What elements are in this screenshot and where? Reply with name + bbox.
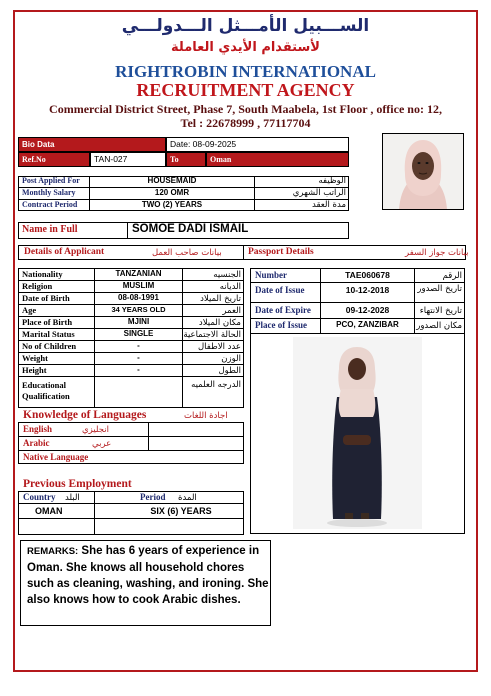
height-value: - [137,365,140,374]
education-ar: الدرجه العلميه [191,380,241,390]
dob-ar: تاريخ الميلاد [200,294,241,304]
period-label: Period [140,492,166,502]
monthly-salary-label: Monthly Salary [22,188,76,197]
country-label: Country [23,492,56,502]
height-ar: الطول [218,366,241,376]
agency-name: RIGHTROBIN INTERNATIONAL [115,62,376,81]
headshot-photo [382,133,464,210]
to-value: Oman [206,152,349,167]
marital-status-ar: الحالة الاجتماعية [183,330,241,340]
religion-value: MUSLIM [122,281,155,290]
passport-issue-label: Date of Issue [255,285,305,295]
agency-telephone: Tel : 22678999 , 77117704 [180,116,311,130]
monthly-salary-value: 120 OMR [154,188,190,197]
full-body-photo [293,337,422,529]
agency-subtitle: RECRUITMENT AGENCY [136,80,355,100]
languages-title: Knowledge of Languages [23,409,147,421]
passport-issue-ar: تاريخ الصدور [417,284,462,294]
ref-no-value: TAN-027 [90,152,166,167]
education-label: Educational Qualification [22,380,70,401]
remarks-label: REMARKS: [27,546,79,557]
arabic-agency-subtitle: لأستقدام الأيدي العاملة [171,40,320,55]
marital-status-label: Marital Status [22,329,75,339]
passport-details-label: Passport Details [248,247,314,257]
passport-expire-ar: تاريخ الانتهاء [419,306,462,316]
children-value: - [137,341,140,350]
passport-details-ar: بيانات جواز السفر [405,248,469,258]
dob-label: Date of Birth [22,293,70,303]
passport-place-ar: مكان الصدور [416,321,462,331]
weight-value: - [137,353,140,362]
ref-no-label: Ref.No [18,152,90,167]
contract-period-label: Contract Period [22,200,78,209]
name-label: Name in Full [22,224,78,235]
passport-place-label: Place of Issue [255,320,307,330]
passport-number-label: Number [255,270,287,280]
details-applicant-ar: بيانات صاحب العمل [152,248,222,258]
headshot-image [383,134,463,209]
height-label: Height [22,365,47,375]
arabic-ar: عربي [92,439,112,449]
period-ar: المدة [178,493,197,503]
place-of-birth-ar: مكان الميلاد [198,318,241,328]
monthly-salary-ar: الراتب الشهري [292,188,346,198]
age-label: Age [22,305,37,315]
remarks-text: She has 6 years of experience in Oman. She knows all household chores such as cleaning, washing, and ironing. She also knows how to cook Arabic dishes. [27,545,269,606]
contract-period-value: TWO (2) YEARS [141,200,203,209]
arabic-agency-name: الســـبيل الأمـــثل الـــدولـــي [121,16,370,36]
arabic-label: Arabic [23,438,50,448]
passport-number-ar: الرقم [442,271,462,281]
details-applicant-label: Details of Applicant [24,247,105,257]
marital-status-value: SINGLE [123,329,154,338]
passport-number-value: TAE060678 [345,270,390,280]
religion-label: Religion [22,281,53,291]
remarks-content [27,543,269,608]
employment-title: Previous Employment [23,478,132,490]
country-ar: البلد [65,493,80,503]
passport-expire-label: Date of Expire [255,305,311,315]
english-ar: انجليزي [82,425,109,435]
dob-value: 08-08-1991 [118,293,159,302]
native-language-label: Native Language [23,452,89,462]
post-applied-value: HOUSEMAID [147,176,197,185]
post-applied-ar: الوظيفه [318,176,346,186]
age-ar: العمر [222,306,241,316]
nationality-label: Nationality [22,269,63,279]
passport-place-value: PCO, ZANZIBAR [336,320,399,329]
passport-expire-value: 09-12-2028 [345,305,390,315]
religion-ar: الديانه [219,282,241,292]
place-of-birth-value: MJINI [127,317,150,326]
nationality-value: TANZANIAN [115,269,162,278]
english-label: English [23,424,53,434]
children-ar: عدد الاطفال [197,342,241,352]
age-value: 34 YEARS OLD [111,305,166,314]
name-value: SOMOE DADI ISMAIL [132,223,249,235]
children-label: No of Children [22,341,77,351]
contract-period-ar: مدة العقد [312,200,346,210]
weight-ar: الوزن [221,354,241,364]
full-body-image [293,337,422,529]
post-applied-label: Post Applied For [22,176,80,185]
passport-issue-value: 10-12-2018 [345,285,390,295]
country-value: OMAN [35,506,63,516]
languages-title-ar: اجادة اللغات [184,411,228,421]
document-date: Date: 08-09-2025 [166,137,349,152]
place-of-birth-label: Place of Birth [22,317,73,327]
to-label: To [166,152,206,167]
nationality-ar: الجنسيه [213,270,241,280]
bio-data-label: Bio Data [18,137,166,152]
agency-address: Commercial District Street, Phase 7, South Maabela, 1st Floor , office no: 12, [49,102,442,116]
weight-label: Weight [22,353,48,363]
period-value: SIX (6) YEARS [150,506,212,516]
